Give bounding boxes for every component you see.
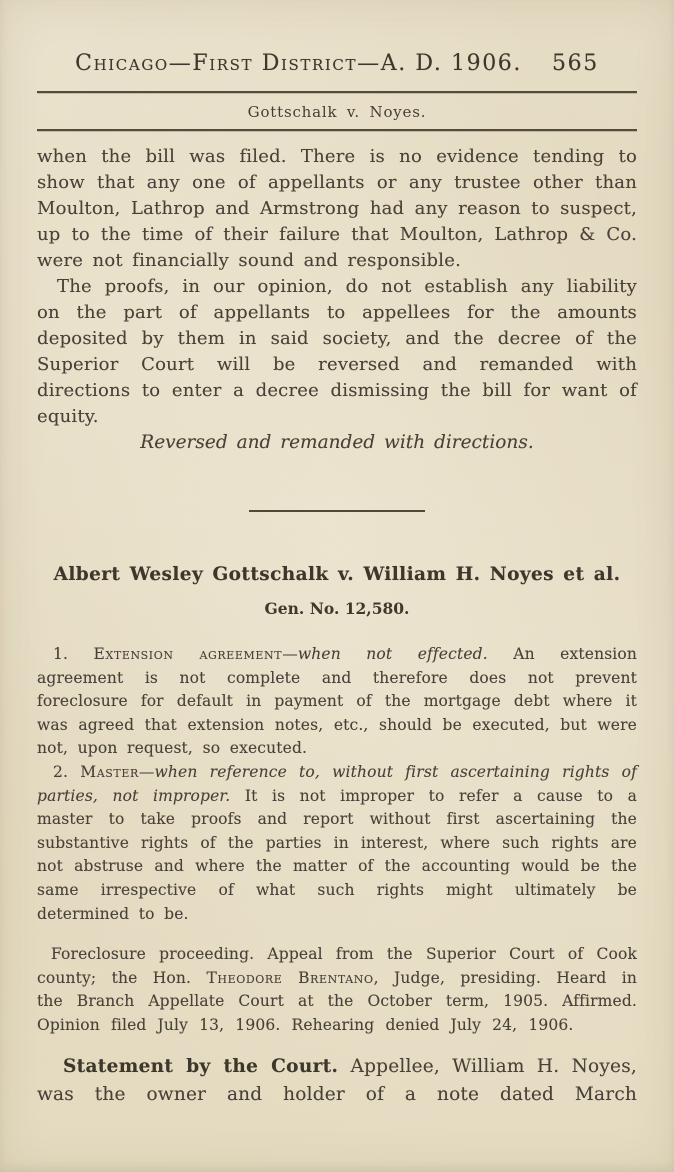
opinion-paragraph-final: The proofs, in our opinion, do not establish any liability on the part of appellants to appellees for the amounts deposited by them in said society, and the decree of the Superior Court will be reversed and remanded with directions to enter a decree dismissing the bill for want of equity. xyxy=(37,276,637,427)
headnote-1 xyxy=(37,643,637,761)
procedural-history xyxy=(37,943,637,1037)
statement-text: Appellee, William H. Noyes, was the owner and holder of a note dated March xyxy=(37,1056,637,1105)
running-header xyxy=(37,50,637,78)
statement-paragraph xyxy=(37,1053,637,1108)
headnote-1-topic: Extension agreement xyxy=(93,645,283,663)
procedural-text-end: , Judge, presiding. Heard in the Branch Appellate Court at the October term, 1905. Affirmed. Opinion filed July 13, 1906. Rehearing denied July 24, 1906. xyxy=(37,968,637,1034)
headnote-2-qualifier: —when reference to, without first ascertaining rights of parties, not improper. xyxy=(37,762,637,805)
statement-label: Statement by the Court. xyxy=(63,1056,339,1078)
section-divider-rule xyxy=(249,510,425,512)
headnote-1-qualifier: —when not effected. xyxy=(282,645,488,663)
running-header-title: Chicago—First District—A. D. 1906. xyxy=(75,51,523,76)
page-number: 565 xyxy=(552,51,599,76)
headnote-2-number: 2. xyxy=(53,762,69,781)
judge-name: Theodore Brentano xyxy=(206,968,374,987)
general-number: Gen. No. 12,580. xyxy=(264,599,410,618)
headnote-1-number: 1. xyxy=(53,645,69,663)
disposition-line: Reversed and remanded with directions. xyxy=(140,432,534,453)
header-rule-bottom xyxy=(37,129,637,131)
headnote-1-text: An extension agreement is not complete and therefore does not prevent foreclosure for default in payment of the mortgage debt where it was agreed that extension notes, etc., should be executed, but were not, upon request, so executed. xyxy=(37,645,638,758)
opinion-paragraph-continued: when the bill was filed. There is no evidence tending to show that any one of appellants or any trustee other than Moulton, Lathrop and Armstrong had any reason to suspect, up to the time of their failure that Moulton, Lathrop & Co. were not financially sound and responsible. xyxy=(37,146,637,271)
headnote-2-text: It is not improper to refer a cause to a master to take proofs and report without first ascertaining the substantive rights of the parties in interest, where such rights are not abstruse and where the matter of the accounting would be the same irrespective of what such rights might ultimately be determined to be. xyxy=(37,786,638,923)
page-content xyxy=(0,50,674,1108)
case-title: Albert Wesley Gottschalk v. William H. Noyes et al. xyxy=(53,564,621,585)
procedural-text-start: Foreclosure proceeding. Appeal from the Superior Court of Cook county; the Hon. xyxy=(37,945,637,987)
header-rule-top xyxy=(37,91,637,93)
headnote-2 xyxy=(37,761,637,926)
running-case-title: Gottschalk v. Noyes. xyxy=(247,103,427,121)
headnote-2-topic: Master xyxy=(80,762,139,781)
